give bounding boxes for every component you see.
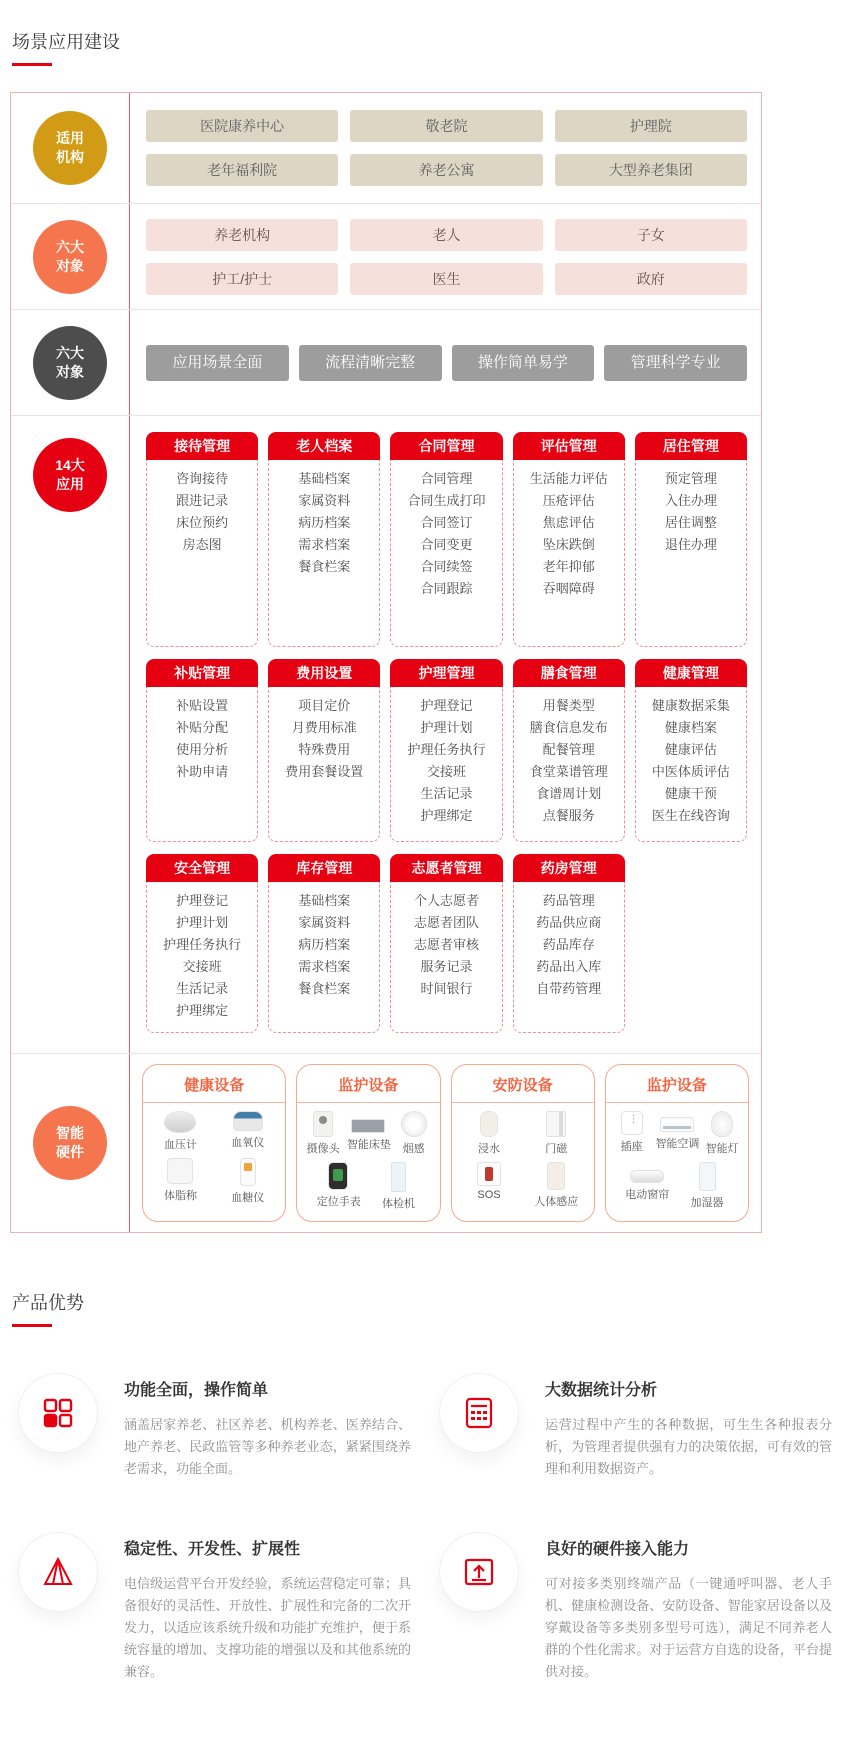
app-card-item: 合同跟踪 — [420, 581, 473, 596]
device-label: 插座 — [620, 1141, 643, 1153]
app-card — [146, 854, 258, 1033]
device-icon — [477, 1162, 501, 1186]
app-card-item: 志愿者审核 — [413, 937, 479, 952]
device-label: 定位手表 — [316, 1196, 361, 1208]
advantages-section-title: 产品优势 — [12, 1293, 84, 1313]
device-panel — [451, 1064, 595, 1222]
org-tag-button[interactable]: 护理院 — [555, 110, 747, 142]
badge-14-apps — [33, 438, 107, 512]
app-card-item: 护理计划 — [176, 915, 229, 930]
app-card-item: 需求档案 — [298, 959, 351, 974]
app-card-item: 健康数据采集 — [651, 698, 730, 713]
app-card-item: 餐食栏案 — [298, 559, 351, 574]
app-card-title: 健康管理 — [635, 659, 747, 687]
app-card-item: 合同生成打印 — [407, 493, 486, 508]
app-card-item: 配餐管理 — [542, 742, 595, 757]
app-card — [268, 432, 380, 647]
app-card — [513, 854, 625, 1033]
device-item — [149, 1111, 213, 1152]
app-card-item: 补助申请 — [176, 764, 229, 779]
app-card-item: 个人志愿者 — [413, 893, 479, 908]
device-label: 体脂称 — [163, 1190, 197, 1202]
advantage-desc: 可对接多类别终端产品（一键通呼叫器、老人手机、健康检测设备、安防设备、智能家居设备以及穿戴设备等多类别多型号可选），满足不同养老人群的个性化需求。对于运营方自选的设备，平台提供对接。 — [545, 1576, 832, 1679]
advantage-title: 良好的硬件接入能力 — [545, 1541, 690, 1558]
device-icon — [660, 1117, 694, 1132]
app-card-title: 居住管理 — [635, 432, 747, 460]
org-tag-button[interactable]: 医院康养中心 — [146, 110, 338, 142]
app-card-title: 补贴管理 — [146, 659, 258, 687]
device-item — [216, 1158, 280, 1205]
advantage-bigdata — [439, 1373, 832, 1480]
badge-col — [11, 416, 130, 1053]
advantages-title-underline — [12, 1324, 52, 1327]
app-card-title: 安全管理 — [146, 854, 258, 882]
object-tag-button[interactable]: 老人 — [350, 219, 542, 251]
advantage-desc: 运营过程中产生的各种数据，可生生各种报表分析，为管理者提供强有力的决策依据，可有效的管理和利用数据资产。 — [545, 1417, 832, 1476]
object-tag-button[interactable]: 护工/护士 — [146, 263, 338, 295]
app-card-title: 护理管理 — [390, 659, 502, 687]
app-card-item: 病历档案 — [298, 937, 351, 952]
advantage-stability — [18, 1532, 411, 1683]
badge-line: 14大 — [55, 457, 85, 473]
device-item — [701, 1111, 744, 1156]
device-icon — [480, 1111, 498, 1137]
badge-line: 六大 — [56, 344, 84, 361]
advantage-desc: 电信级运营平台开发经验，系统运营稳定可靠；具备很好的灵活性、开放性、扩展性和完备的二次开发力，以适应该系统升级和功能扩充维护，便于系统容量的增加、支撑功能的增强以及和其他系统的兼容。 — [124, 1576, 411, 1679]
app-card-item: 药品出入库 — [536, 959, 602, 974]
app-card-item: 生活能力评估 — [529, 471, 608, 486]
device-item — [625, 1162, 668, 1210]
row-smart-hardware — [11, 1054, 761, 1232]
app-card-item: 基础档案 — [298, 893, 351, 908]
app-card-item: 老年抑郁 — [542, 559, 595, 574]
device-label: 体检机 — [382, 1198, 416, 1210]
app-card-title: 老人档案 — [268, 432, 380, 460]
app-card-item: 补贴分配 — [176, 720, 229, 735]
app-card-item: 居住调整 — [664, 515, 717, 530]
app-card-item: 退住办理 — [664, 537, 717, 552]
app-card-item: 病历档案 — [298, 515, 351, 530]
app-card-item: 服务记录 — [420, 959, 473, 974]
device-item — [457, 1162, 521, 1209]
app-card-item: 坠床跌倒 — [542, 537, 595, 552]
app-card-item: 吞咽障碍 — [542, 581, 595, 596]
app-card — [513, 432, 625, 647]
device-item — [524, 1111, 588, 1156]
device-panel-title: 安防设备 — [452, 1065, 594, 1103]
device-label: 电动窗帘 — [625, 1189, 670, 1201]
device-item — [457, 1111, 521, 1156]
object-tag-button[interactable]: 医生 — [350, 263, 542, 295]
row-six-objects — [11, 204, 761, 310]
app-card-item: 交接班 — [426, 764, 466, 779]
device-item — [216, 1111, 280, 1152]
highlight-tag-button[interactable]: 管理科学专业 — [604, 345, 747, 381]
app-card-item: 生活记录 — [420, 786, 473, 801]
org-tag-button[interactable]: 敬老院 — [350, 110, 542, 142]
app-card-item: 合同续签 — [420, 559, 473, 574]
app-card — [390, 432, 502, 647]
app-card-item: 药品管理 — [542, 893, 595, 908]
device-label: 血糖仪 — [231, 1192, 265, 1204]
device-item — [317, 1162, 360, 1211]
app-card — [390, 659, 502, 842]
app-card-item: 预定管理 — [664, 471, 717, 486]
app-card-title: 膳食管理 — [513, 659, 625, 687]
app-card-item: 药品库存 — [542, 937, 595, 952]
app-card-item: 床位预约 — [176, 515, 229, 530]
badge-highlights — [33, 326, 107, 400]
app-card-item: 食堂菜谱管理 — [529, 764, 608, 779]
badge-six-objects — [33, 220, 107, 294]
app-card-item: 入住办理 — [664, 493, 717, 508]
device-icon — [547, 1162, 565, 1190]
app-card-title: 接待管理 — [146, 432, 258, 460]
app-card-item: 使用分析 — [176, 742, 229, 757]
badge-smart-hardware — [33, 1106, 107, 1180]
org-tag-button[interactable]: 养老公寓 — [350, 154, 542, 186]
app-card-item: 交接班 — [182, 959, 222, 974]
app-card-item: 压疮评估 — [542, 493, 595, 508]
device-panel — [142, 1064, 286, 1222]
app-card-item: 餐食栏案 — [298, 981, 351, 996]
device-panel — [296, 1064, 440, 1222]
app-card-title: 库存管理 — [268, 854, 380, 882]
device-item — [392, 1111, 435, 1156]
badge-applicable-orgs — [33, 111, 107, 185]
app-card-title: 志愿者管理 — [390, 854, 502, 882]
device-panel-title: 监护设备 — [606, 1065, 748, 1103]
app-card-item: 膳食信息发布 — [529, 720, 608, 735]
device-item — [347, 1111, 390, 1156]
device-label: 门磁 — [545, 1143, 568, 1155]
advantage-title: 大数据统计分析 — [545, 1382, 658, 1399]
app-card-item: 项目定价 — [298, 698, 351, 713]
app-card-item: 补贴设置 — [176, 698, 229, 713]
advantage-title: 稳定性、开发性、扩展性 — [124, 1541, 301, 1558]
app-card — [146, 659, 258, 842]
badge-line: 对象 — [56, 363, 84, 380]
app-card-item: 点餐服务 — [542, 808, 595, 823]
app-card-item: 护理登记 — [420, 698, 473, 713]
app-card-item: 健康评估 — [664, 742, 717, 757]
badge-line: 六大 — [56, 238, 84, 255]
row-applicable-orgs — [11, 93, 761, 204]
device-icon — [621, 1111, 643, 1135]
badge-col — [11, 310, 130, 415]
app-card — [635, 659, 747, 842]
device-icon — [699, 1162, 716, 1191]
device-item — [686, 1162, 729, 1210]
device-panel — [605, 1064, 749, 1222]
device-panel-title: 监护设备 — [297, 1065, 439, 1103]
app-card-item: 咨询接待 — [176, 471, 229, 486]
grid-icon — [40, 1395, 76, 1431]
device-label: 烟感 — [402, 1143, 425, 1155]
device-icon — [546, 1111, 566, 1137]
app-card-item: 合同管理 — [420, 471, 473, 486]
device-icon — [630, 1170, 664, 1183]
hardware-access-icon — [461, 1554, 497, 1590]
device-label: 智能灯 — [705, 1143, 739, 1155]
badge-line: 对象 — [56, 257, 84, 274]
device-icon — [711, 1111, 733, 1137]
calculator-icon — [461, 1395, 497, 1431]
app-card-item: 跟进记录 — [176, 493, 229, 508]
app-card-item: 医生在线咨询 — [651, 808, 730, 823]
app-card-item: 护理任务执行 — [163, 937, 242, 952]
object-tag-button[interactable]: 子女 — [555, 219, 747, 251]
row-highlights — [11, 310, 761, 416]
app-card-item: 家属资料 — [298, 493, 351, 508]
badge-col — [11, 204, 130, 309]
advantage-functions — [18, 1373, 411, 1480]
app-card-item: 房态图 — [182, 537, 222, 552]
highlight-tag-button[interactable]: 流程清晰完整 — [299, 345, 442, 381]
badge-line: 智能 — [56, 1125, 84, 1141]
device-label: 人体感应 — [534, 1196, 579, 1208]
app-card — [635, 432, 747, 647]
scenario-section-title: 场景应用建设 — [12, 32, 120, 52]
advantage-desc: 涵盖居家养老、社区养老、机构养老、医养结合、地产养老、民政监管等多种养老业态，紧紧围绕养老需求，功能全面。 — [124, 1417, 411, 1476]
app-card-item: 食谱周计划 — [536, 786, 602, 801]
device-label: 智能床垫 — [346, 1139, 391, 1151]
highlight-tag-button[interactable]: 应用场景全面 — [146, 345, 289, 381]
app-card-item: 志愿者团队 — [413, 915, 479, 930]
app-card-item: 护理任务执行 — [407, 742, 486, 757]
object-tag-button[interactable]: 政府 — [555, 263, 747, 295]
app-card — [268, 854, 380, 1033]
app-card-item: 月费用标准 — [291, 720, 357, 735]
badge-line: 机构 — [56, 149, 84, 165]
app-card-item: 健康档案 — [664, 720, 717, 735]
app-card-item: 基础档案 — [298, 471, 351, 486]
app-card-title: 药房管理 — [513, 854, 625, 882]
device-icon — [401, 1111, 427, 1137]
app-card — [513, 659, 625, 842]
device-item — [524, 1162, 588, 1209]
app-card — [146, 432, 258, 647]
device-icon — [391, 1162, 406, 1192]
app-card-item: 健康干预 — [664, 786, 717, 801]
device-icon — [233, 1111, 263, 1131]
app-card-item: 费用套餐设置 — [285, 764, 364, 779]
app-card-item: 药品供应商 — [536, 915, 602, 930]
device-icon — [167, 1158, 193, 1184]
scenario-title-underline — [12, 63, 52, 66]
row-applications — [11, 416, 761, 1054]
app-card-item: 用餐类型 — [542, 698, 595, 713]
app-card-item: 护理绑定 — [176, 1003, 229, 1018]
device-item — [655, 1111, 698, 1156]
org-tag-button[interactable]: 大型养老集团 — [555, 154, 747, 186]
app-card-item: 合同变更 — [420, 537, 473, 552]
badge-col — [11, 1054, 130, 1232]
device-icon — [351, 1119, 385, 1133]
badge-line: 适用 — [56, 130, 84, 146]
pyramid-icon — [40, 1554, 76, 1590]
device-label: 智能空调 — [655, 1138, 700, 1150]
device-item — [149, 1158, 213, 1205]
device-label: 加湿器 — [690, 1197, 724, 1209]
device-icon — [328, 1162, 348, 1190]
badge-col — [11, 93, 130, 203]
app-card-item: 特殊费用 — [298, 742, 351, 757]
device-label: 血压计 — [163, 1139, 197, 1151]
device-item — [302, 1111, 345, 1156]
app-card-item: 中医体质评估 — [651, 764, 730, 779]
app-card-title: 费用设置 — [268, 659, 380, 687]
device-icon — [240, 1158, 256, 1186]
app-card-item: 需求档案 — [298, 537, 351, 552]
app-card-item: 生活记录 — [176, 981, 229, 996]
device-label: 浸水 — [477, 1143, 500, 1155]
app-card-title: 合同管理 — [390, 432, 502, 460]
advantage-hardware-access — [439, 1532, 832, 1683]
app-card-title: 评估管理 — [513, 432, 625, 460]
device-item — [610, 1111, 653, 1156]
org-tag-button[interactable]: 老年福利院 — [146, 154, 338, 186]
advantage-title: 功能全面，操作简单 — [124, 1382, 269, 1399]
scenario-diagram — [10, 92, 762, 1233]
advantages-grid — [0, 1373, 850, 1683]
device-label: 摄像头 — [306, 1143, 340, 1155]
app-card-item: 护理计划 — [420, 720, 473, 735]
device-icon — [313, 1111, 333, 1137]
device-label: 血氧仪 — [231, 1137, 265, 1149]
device-icon — [164, 1111, 196, 1133]
app-card-item: 护理绑定 — [420, 808, 473, 823]
device-label: SOS — [477, 1189, 501, 1201]
app-card-item: 护理登记 — [176, 893, 229, 908]
badge-line: 应用 — [56, 476, 84, 492]
object-tag-button[interactable]: 养老机构 — [146, 219, 338, 251]
app-card-item: 自带药管理 — [536, 981, 602, 996]
highlight-tag-button[interactable]: 操作简单易学 — [452, 345, 595, 381]
device-item — [377, 1162, 420, 1211]
app-card-item: 合同签订 — [420, 515, 473, 530]
app-card-item: 焦虑评估 — [542, 515, 595, 530]
app-card — [390, 854, 502, 1033]
app-card — [268, 659, 380, 842]
badge-line: 硬件 — [56, 1144, 84, 1160]
app-card-item: 家属资料 — [298, 915, 351, 930]
device-panel-title: 健康设备 — [143, 1065, 285, 1103]
app-card-item: 时间银行 — [420, 981, 473, 996]
